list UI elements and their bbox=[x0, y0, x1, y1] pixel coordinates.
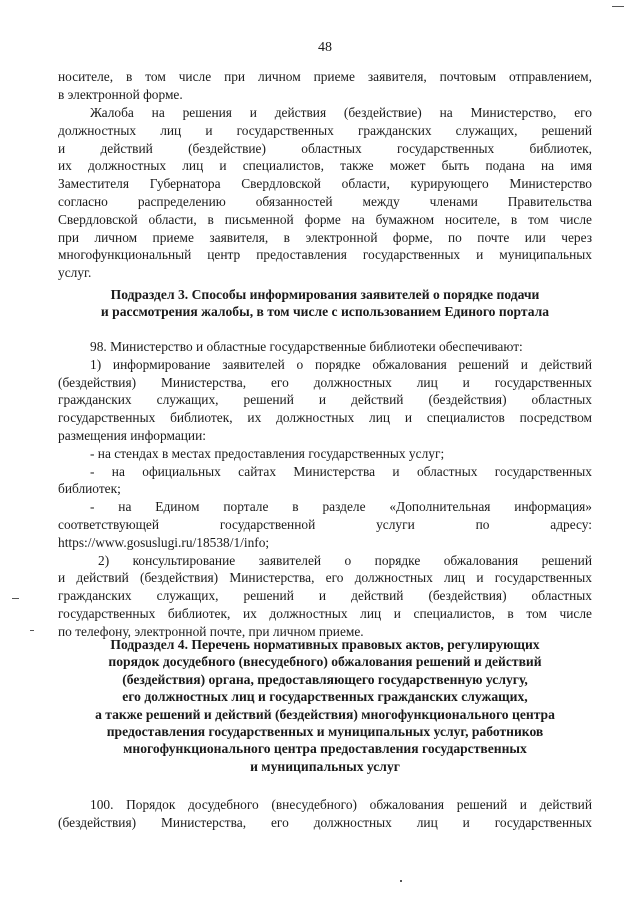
paragraph-complaint bbox=[58, 104, 592, 282]
heading-line: Подраздел 4. Перечень нормативных правовых актов, регулирующих bbox=[110, 637, 540, 652]
text-line: и действий (бездействия) Министерства, его должностных лиц и государственных bbox=[58, 570, 592, 586]
heading-line: многофункционального центра предоставления государственных bbox=[123, 741, 527, 757]
scan-mark bbox=[400, 880, 402, 882]
text-line: - на официальных сайтах Министерства и областных государственных bbox=[90, 463, 592, 479]
scan-mark bbox=[612, 6, 624, 7]
paragraph-intro bbox=[58, 68, 592, 104]
text-line: их должностных лиц и специалистов, также может быть подана на имя bbox=[58, 158, 592, 174]
text-line: в электронной форме. bbox=[58, 86, 183, 102]
scan-mark bbox=[12, 598, 19, 599]
text-line: соответствующей государственной услуги по адресу: bbox=[58, 516, 592, 532]
text-line: 98. Министерство и областные государственные библиотеки обеспечивают: bbox=[90, 339, 523, 354]
scan-mark bbox=[30, 630, 34, 631]
subsection-3-heading bbox=[58, 286, 592, 321]
heading-line: и муниципальных услуг bbox=[250, 758, 400, 774]
heading-line: порядок досудебного (внесудебного) обжалования решений и действий bbox=[108, 654, 542, 670]
text-line: по телефону, электронной почте, при личном приеме. bbox=[58, 623, 364, 639]
text-line: 1) информирование заявителей о порядке обжалования решений и действий bbox=[90, 356, 592, 372]
text-line: при личном приеме заявителя, в электронной форме, по почте или через bbox=[58, 229, 592, 245]
text-line: - на стендах в местах предоставления государственных услуг; bbox=[90, 445, 445, 461]
subsection-4-heading bbox=[58, 636, 592, 775]
text-line: 2) консультирование заявителей о порядке обжалования решений bbox=[98, 552, 592, 568]
heading-line: его должностных лиц и государственных гражданских служащих, bbox=[122, 689, 528, 705]
text-line: гражданских служащих, решений и действий (бездействия) областных bbox=[58, 588, 592, 604]
text-line: Жалоба на решения и действия (бездействие) на Министерство, его bbox=[90, 105, 592, 120]
section-4-body bbox=[58, 796, 592, 832]
heading-line: (бездействия) органа, предоставляющего государственную услугу, bbox=[122, 671, 528, 687]
text-line: размещения информации: bbox=[58, 427, 206, 443]
text-line: гражданских служащих, решений и действий (бездействия) областных bbox=[58, 392, 592, 408]
text-line: государственных библиотек, их должностных лиц и специалистов, в том числе bbox=[58, 605, 592, 621]
heading-line: предоставления государственных и муниципальных услуг, работников bbox=[106, 724, 544, 740]
page-number: 48 bbox=[318, 40, 332, 55]
text-line: услуг. bbox=[58, 265, 92, 281]
text-line: 100. Порядок досудебного (внесудебного) обжалования решений и действий bbox=[90, 797, 592, 812]
section-3-body bbox=[58, 338, 592, 641]
text-line: должностных лиц и государственных гражданских служащих, решений bbox=[58, 122, 592, 138]
text-line: и действий (бездействие) областных государственных библиотек, bbox=[58, 140, 592, 156]
heading-line: а также решений и действий (бездействия) многофункционального центра bbox=[95, 706, 555, 722]
text-line: библиотек; bbox=[58, 481, 121, 497]
text-line: (бездействия) Министерства, его должностных лиц и государственных bbox=[58, 814, 592, 830]
text-line: Свердловской области, в письменной форме на бумажном носителе, в том числе bbox=[58, 211, 592, 227]
text-line: Заместителя Губернатора Свердловской области, курирующего Министерство bbox=[58, 176, 592, 192]
text-line: согласно распределению обязанностей между членами Правительства bbox=[58, 193, 592, 209]
heading-line: Подраздел 3. Способы информирования заявителей о порядке подачи bbox=[110, 287, 540, 302]
text-line: носителе, в том числе при личном приеме заявителя, почтовым отправлением, bbox=[58, 69, 592, 84]
heading-line: и рассмотрения жалобы, в том числе с использованием Единого портала bbox=[100, 304, 550, 320]
text-line: государственных библиотек, их должностных лиц и специалистов посредством bbox=[58, 410, 592, 426]
gosuslugi-link-text: https://www.gosuslugi.ru/18538/1/info; bbox=[58, 534, 270, 550]
text-line: - на Едином портале в разделе «Дополнительная информация» bbox=[90, 499, 592, 515]
text-line: многофункциональный центр предоставления государственных и муниципальных bbox=[58, 247, 592, 263]
text-line: (бездействия) Министерства, его должностных лиц и государственных bbox=[58, 374, 592, 390]
